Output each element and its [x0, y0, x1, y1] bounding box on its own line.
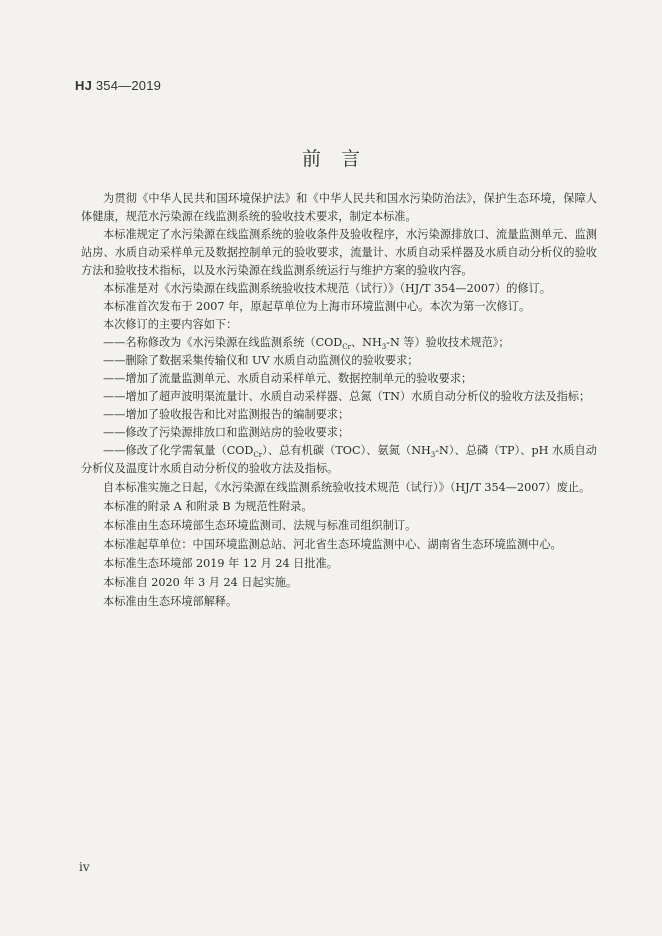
standard-code-prefix: HJ [75, 78, 93, 93]
page-number: iv [79, 860, 90, 874]
paragraph-scope: 本标准规定了水污染源在线监测系统的验收条件及验收程序，水污染源排放口、流量监测单元、监测站房、水质自动采样单元及数据控制单元的验收要求，流量计、水质自动采样器及水质自动分析仪的验收方法和验收技术指标，以及水污染源在线监测系统运行与维护方案的验收内容。 [81, 228, 597, 277]
revision-item-6: ——修改了污染源排放口和监测站房的验收要求； [103, 426, 350, 439]
paragraph-interpretation: 本标准由生态环境部解释。 [103, 595, 238, 608]
paragraph-purpose: 为贯彻《中华人民共和国环境保护法》和《中华人民共和国水污染防治法》，保护生态环境，保障人体健康，规范水污染源在线监测系统的验收技术要求，制定本标准。 [81, 192, 597, 223]
paragraph-revision-of: 本标准是对《水污染源在线监测系统验收技术规范（试行）》（HJ/T 354—2007）的修订。 [103, 282, 552, 295]
revision-item-4: ——增加了超声波明渠流量计、水质自动采样器、总氮（TN）水质自动分析仪的验收方法及指标； [103, 390, 591, 403]
revision-item-1: ——名称修改为《水污染源在线监测系统（$COD_{Cr}$、$NH_3-N$ 等）验收技术规范》； [103, 336, 510, 352]
paragraph-organized-by: 本标准由生态环境部生态环境监测司、法规与标准司组织制订。 [103, 519, 417, 532]
paragraph-first-published: 本标准首次发布于 2007 年，原起草单位为上海市环境监测中心。本次为第一次修订。 [103, 300, 531, 313]
paragraph-approval-date: 本标准生态环境部 2019 年 12 月 24 日批准。 [103, 557, 338, 570]
paragraph-annexes: 本标准的附录 A 和附录 B 为规范性附录。 [103, 500, 313, 513]
paragraph-effective-date: 本标准自 2020 年 3 月 24 日起实施。 [103, 576, 298, 589]
standard-code-header [75, 78, 161, 93]
standard-code-number: 354—2019 [92, 78, 162, 93]
preface-body [81, 190, 597, 611]
paragraph-main-changes-intro: 本次修订的主要内容如下： [103, 318, 238, 331]
revision-item-5: ——增加了验收报告和比对监测报告的编制要求； [103, 408, 350, 421]
revision-item-7: ——修改了化学需氧量$(COD_{Cr})$、总有机碳（TOC）、氨氮$(NH_3-N)$、总磷（TP）、pH 水质自动分析仪及温度计水质自动分析仪的验收方法及指标。 [81, 444, 597, 475]
paragraph-supersedes: 自本标准实施之日起，《水污染源在线监测系统验收技术规范（试行）》（HJ/T 354—2007）废止。 [103, 481, 591, 494]
paragraph-drafting-units: 本标准起草单位：中国环境监测总站、河北省生态环境监测中心、湖南省生态环境监测中心。 [103, 538, 562, 551]
revision-item-3: ——增加了流量监测单元、水质自动采样单元、数据控制单元的验收要求； [103, 372, 473, 385]
page-title: 前言 [301, 148, 380, 170]
revision-item-2: ——删除了数据采集传输仪和 UV 水质自动监测仪的验收要求； [103, 354, 419, 367]
